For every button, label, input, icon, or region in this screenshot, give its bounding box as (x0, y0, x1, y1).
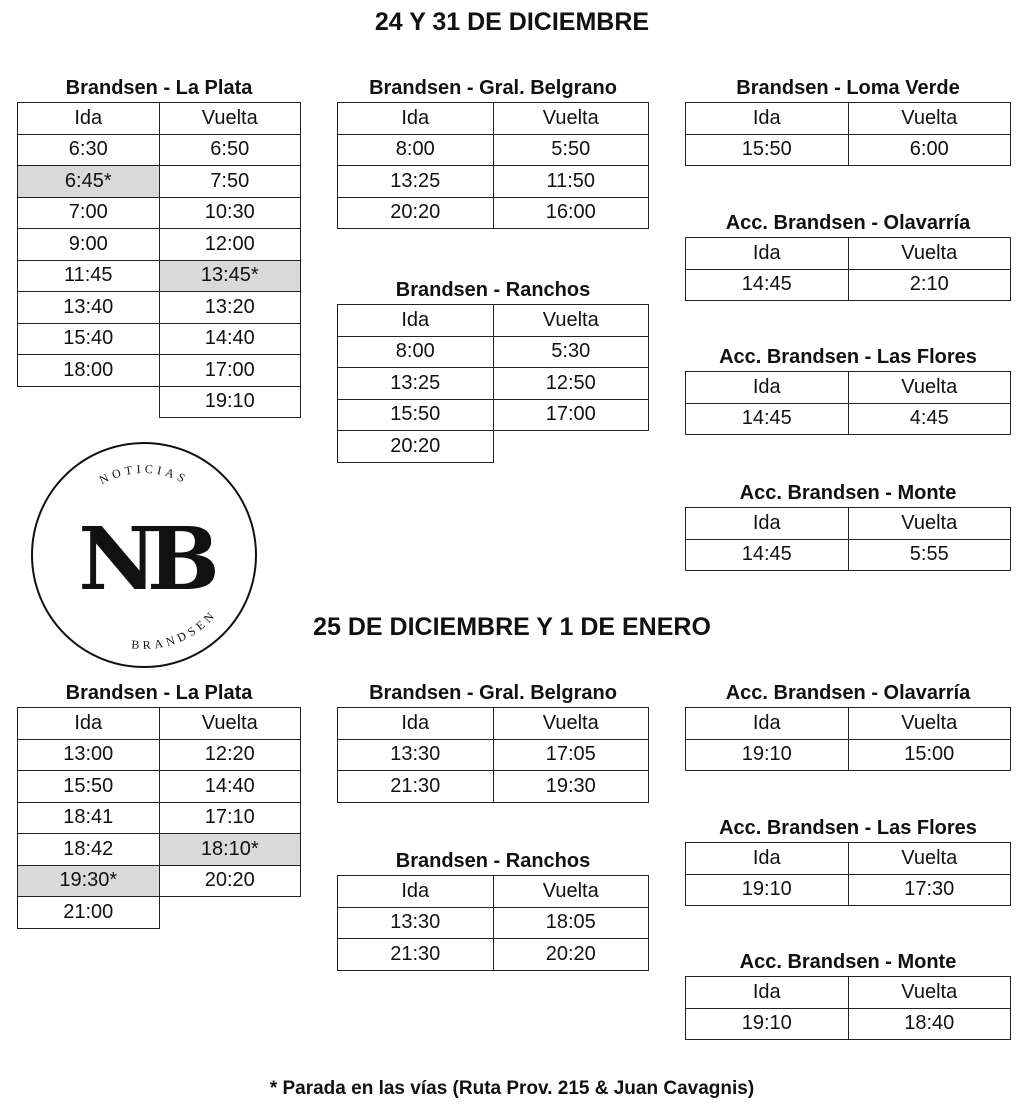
table-header-row (686, 843, 1011, 875)
table-row (686, 739, 1011, 771)
return-time: 5:55 (848, 539, 1011, 571)
departure-time: 18:00 (18, 355, 160, 387)
return-time: 4:45 (848, 403, 1011, 435)
schedule-title: Acc. Brandsen - Monte (739, 951, 957, 973)
return-time: 12:20 (159, 739, 301, 771)
column-header: Ida (338, 305, 494, 337)
schedule-title: Brandsen - La Plata (65, 77, 253, 99)
table-row (18, 802, 301, 834)
table-row (338, 771, 649, 803)
schedule-s2-las-flores (685, 814, 1011, 906)
departure-time: 11:45 (18, 260, 160, 292)
return-time: 5:30 (493, 336, 649, 368)
departure-time: 15:50 (686, 134, 849, 166)
return-time: 19:10 (159, 386, 301, 418)
table-header-row (686, 977, 1011, 1009)
schedule-table (337, 707, 649, 803)
column-header: Vuelta (848, 977, 1011, 1009)
schedule-s2-ranchos (337, 847, 649, 971)
return-time: 6:50 (159, 134, 301, 166)
table-row (18, 323, 301, 355)
departure-time: 18:42 (18, 834, 160, 866)
schedule-table (685, 842, 1011, 906)
return-time: 17:00 (493, 399, 649, 431)
table-row (18, 865, 301, 897)
departure-time: 21:00 (18, 897, 160, 929)
table-row (18, 229, 301, 261)
departure-time: 14:45 (686, 539, 849, 571)
return-time: 6:00 (848, 134, 1011, 166)
column-header: Ida (686, 103, 849, 135)
table-header-row (686, 508, 1011, 540)
schedule-title: Acc. Brandsen - Olavarría (725, 682, 971, 704)
return-time: 13:45* (159, 260, 301, 292)
schedule-table (17, 102, 301, 418)
departure-time: 15:50 (18, 771, 160, 803)
table-header-row (18, 103, 301, 135)
schedule-s1-loma-verde (685, 74, 1011, 166)
column-header: Vuelta (848, 103, 1011, 135)
column-header: Ida (18, 103, 160, 135)
table-row (686, 134, 1011, 166)
return-time: 19:30 (493, 771, 649, 803)
schedule-table (337, 304, 649, 463)
departure-time: 15:40 (18, 323, 160, 355)
table-row (338, 431, 649, 463)
departure-time: 13:30 (338, 907, 494, 939)
table-row (18, 355, 301, 387)
table-row (18, 260, 301, 292)
table-row (18, 771, 301, 803)
departure-time: 15:50 (338, 399, 494, 431)
table-row (686, 539, 1011, 571)
section-1-heading: 24 Y 31 DE DICIEMBRE (374, 8, 650, 36)
column-header: Vuelta (848, 508, 1011, 540)
return-time: 2:10 (848, 269, 1011, 301)
table-row (18, 292, 301, 324)
departure-time: 19:10 (686, 1008, 849, 1040)
column-header: Vuelta (493, 708, 649, 740)
schedule-table (685, 707, 1011, 771)
departure-time: 13:25 (338, 368, 494, 400)
section-2-heading: 25 DE DICIEMBRE Y 1 DE ENERO (313, 613, 711, 641)
return-time: 20:20 (493, 939, 649, 971)
table-row (18, 739, 301, 771)
column-header: Ida (686, 238, 849, 270)
departure-time: 6:45* (18, 166, 160, 198)
departure-time: 21:30 (338, 771, 494, 803)
schedule-table (685, 976, 1011, 1040)
departure-time: 21:30 (338, 939, 494, 971)
schedule-title: Acc. Brandsen - Monte (739, 482, 957, 504)
schedule-title: Brandsen - Gral. Belgrano (369, 77, 617, 99)
table-row (338, 939, 649, 971)
schedule-s2-la-plata (17, 679, 301, 929)
return-time: 14:40 (159, 323, 301, 355)
schedule-title: Acc. Brandsen - Las Flores (719, 346, 977, 368)
column-header: Vuelta (493, 103, 649, 135)
column-header: Ida (686, 977, 849, 1009)
column-header: Vuelta (159, 103, 301, 135)
table-header-row (338, 876, 649, 908)
table-row (18, 834, 301, 866)
return-time: 18:40 (848, 1008, 1011, 1040)
return-time: 5:50 (493, 134, 649, 166)
empty-cell (493, 431, 649, 463)
schedule-title: Brandsen - Gral. Belgrano (369, 682, 617, 704)
departure-time: 13:40 (18, 292, 160, 324)
column-header: Vuelta (848, 708, 1011, 740)
schedule-title: Brandsen - Ranchos (395, 850, 591, 872)
departure-time: 13:00 (18, 739, 160, 771)
return-time: 20:20 (159, 865, 301, 897)
schedule-title: Acc. Brandsen - Las Flores (719, 817, 977, 839)
return-time: 17:05 (493, 739, 649, 771)
return-time: 16:00 (493, 197, 649, 229)
table-header-row (338, 708, 649, 740)
column-header: Ida (686, 843, 849, 875)
return-time: 7:50 (159, 166, 301, 198)
table-row (338, 166, 649, 198)
column-header: Vuelta (848, 238, 1011, 270)
departure-time: 19:10 (686, 874, 849, 906)
return-time: 17:10 (159, 802, 301, 834)
noticias-brandsen-logo (30, 441, 258, 669)
column-header: Ida (686, 708, 849, 740)
column-header: Vuelta (848, 372, 1011, 404)
schedule-s2-olavarria (685, 679, 1011, 771)
empty-cell (159, 897, 301, 929)
table-header-row (686, 238, 1011, 270)
departure-time: 8:00 (338, 134, 494, 166)
schedule-s1-monte (685, 479, 1011, 571)
logo-bottom-text: BRANDSEN (130, 606, 220, 653)
column-header: Ida (686, 372, 849, 404)
table-row (686, 269, 1011, 301)
column-header: Ida (338, 876, 494, 908)
departure-time: 8:00 (338, 336, 494, 368)
return-time: 18:10* (159, 834, 301, 866)
table-row (338, 134, 649, 166)
return-time: 17:00 (159, 355, 301, 387)
schedule-title: Brandsen - Loma Verde (736, 77, 960, 99)
departure-time: 7:00 (18, 197, 160, 229)
departure-time: 19:10 (686, 739, 849, 771)
empty-cell (18, 386, 160, 418)
table-row (338, 336, 649, 368)
table-row (338, 907, 649, 939)
column-header: Vuelta (159, 708, 301, 740)
table-row (686, 403, 1011, 435)
return-time: 13:20 (159, 292, 301, 324)
return-time: 11:50 (493, 166, 649, 198)
column-header: Vuelta (848, 843, 1011, 875)
departure-time: 14:45 (686, 269, 849, 301)
schedule-s1-olavarria (685, 209, 1011, 301)
schedule-title: Brandsen - La Plata (65, 682, 253, 704)
table-header-row (338, 103, 649, 135)
table-row (338, 739, 649, 771)
schedule-table (685, 371, 1011, 435)
table-row (686, 874, 1011, 906)
schedule-s1-las-flores (685, 343, 1011, 435)
departure-time: 19:30* (18, 865, 160, 897)
schedule-table (337, 102, 649, 229)
table-row (686, 1008, 1011, 1040)
table-header-row (686, 708, 1011, 740)
column-header: Ida (338, 103, 494, 135)
departure-time: 18:41 (18, 802, 160, 834)
return-time: 14:40 (159, 771, 301, 803)
table-row (338, 197, 649, 229)
logo-top-text: NOTICIAS (97, 461, 192, 488)
return-time: 18:05 (493, 907, 649, 939)
departure-time: 20:20 (338, 197, 494, 229)
column-header: Vuelta (493, 305, 649, 337)
schedule-table (685, 102, 1011, 166)
departure-time: 9:00 (18, 229, 160, 261)
schedule-table (685, 237, 1011, 301)
departure-time: 13:30 (338, 739, 494, 771)
return-time: 10:30 (159, 197, 301, 229)
table-header-row (686, 372, 1011, 404)
column-header: Ida (686, 508, 849, 540)
table-row (18, 166, 301, 198)
schedule-s2-monte (685, 948, 1011, 1040)
return-time: 15:00 (848, 739, 1011, 771)
table-header-row (18, 708, 301, 740)
return-time: 12:00 (159, 229, 301, 261)
table-row (338, 368, 649, 400)
table-header-row (338, 305, 649, 337)
departure-time: 20:20 (338, 431, 494, 463)
column-header: Vuelta (493, 876, 649, 908)
schedule-table (337, 875, 649, 971)
table-row (338, 399, 649, 431)
schedule-title: Brandsen - Ranchos (395, 279, 591, 301)
schedule-s1-ranchos (337, 276, 649, 463)
table-row (18, 134, 301, 166)
table-row (18, 897, 301, 929)
column-header: Ida (338, 708, 494, 740)
column-header: Ida (18, 708, 160, 740)
return-time: 17:30 (848, 874, 1011, 906)
schedule-s1-gral-belgrano (337, 74, 649, 229)
footnote: * Parada en las vías (Ruta Prov. 215 & Juan Cavagnis) (269, 1078, 755, 1099)
schedule-s2-gral-belgrano (337, 679, 649, 803)
schedule-title: Acc. Brandsen - Olavarría (725, 212, 971, 234)
departure-time: 13:25 (338, 166, 494, 198)
return-time: 12:50 (493, 368, 649, 400)
table-row (18, 386, 301, 418)
schedule-table (17, 707, 301, 929)
schedule-s1-la-plata (17, 74, 301, 418)
table-row (18, 197, 301, 229)
departure-time: 6:30 (18, 134, 160, 166)
logo-monogram: NB (78, 509, 210, 610)
table-header-row (686, 103, 1011, 135)
departure-time: 14:45 (686, 403, 849, 435)
schedule-table (685, 507, 1011, 571)
